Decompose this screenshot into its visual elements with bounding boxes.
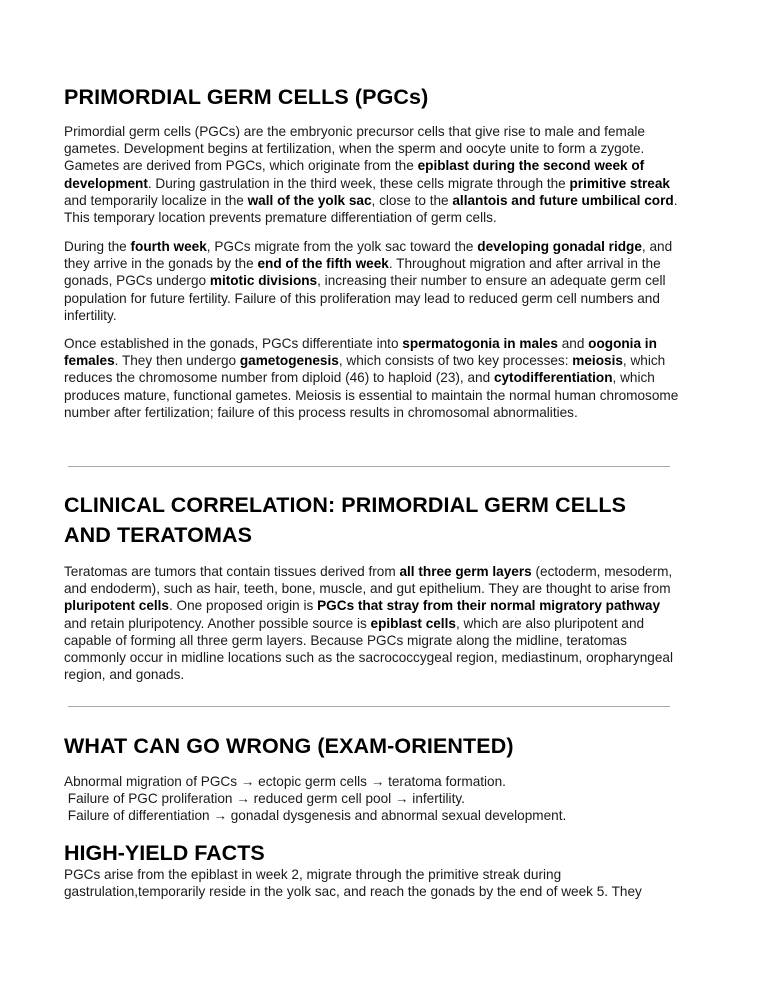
- pgc-paragraph-3: [64, 335, 684, 421]
- body-text: , which reduces the chromosome number from diploid (46) to haploid (23), and: [64, 353, 666, 386]
- body-text: , which produces mature, functional gametes. Meiosis is essential to maintain the normal human chromosome number after fertilization; failure of this process results in chromosomal abnormalities.: [64, 370, 679, 420]
- emphasis-text: gametogenesis: [239, 353, 339, 369]
- body-text: . One proposed origin is: [169, 598, 318, 614]
- body-text: . Throughout migration and after arrival in the gonads, PGCs undergo: [64, 256, 661, 289]
- section-divider: [68, 706, 670, 707]
- wrong-item: Failure of differentiation → gonadal dysgenesis and abnormal sexual development.: [64, 808, 567, 824]
- body-text: , increasing their number to ensure an adequate germ cell population for future fertility. Failure of this proliferation may lead to reduced germ cell numbers and infertility.: [64, 273, 666, 323]
- emphasis-text: wall of the yolk sac: [247, 192, 372, 208]
- body-text: (ectoderm, mesoderm, and endoderm), such as hair, teeth, bone, muscle, and gut epithelium. They are thought to arise from: [64, 564, 673, 597]
- emphasis-text: cytodifferentiation: [493, 370, 613, 386]
- emphasis-text: spermatogonia in males: [402, 336, 558, 351]
- section-title-pgc: PRIMORDIAL GERM CELLS (PGCs): [64, 85, 429, 109]
- emphasis-text: allantois and future umbilical cord: [452, 192, 674, 208]
- emphasis-text: epiblast cells: [370, 615, 456, 631]
- section-title-what-can-go-wrong: WHAT CAN GO WRONG (EXAM-ORIENTED): [64, 734, 514, 758]
- emphasis-text: end of the fifth week: [257, 256, 389, 272]
- body-text: , which consists of two key processes:: [338, 353, 573, 369]
- emphasis-text: all three germ layers: [399, 564, 532, 579]
- emphasis-text: epiblast during the second week of development: [64, 158, 645, 191]
- body-text: , which are also pluripotent and capable of forming all three germ layers. Because PGCs migrate along the midline, teratomas commonly occur in midline locations such as the sacrococcygeal region, mediastinum, oropharyngeal region, and gonads.: [64, 615, 673, 683]
- body-text: , PGCs migrate from the yolk sac toward the: [206, 239, 478, 254]
- emphasis-text: mitotic divisions: [209, 273, 318, 289]
- body-text: and retain pluripotency. Another possible source is: [64, 615, 371, 631]
- section-divider: [68, 466, 670, 467]
- body-text: . They then undergo: [114, 353, 240, 369]
- wrong-item: Abnormal migration of PGCs → ectopic germ cells → teratoma formation.: [64, 774, 506, 789]
- emphasis-text: meiosis: [572, 353, 623, 369]
- body-text: , close to the: [371, 192, 453, 208]
- body-text: and temporarily localize in the: [64, 192, 248, 208]
- section-title-high-yield: HIGH-YIELD FACTS: [64, 841, 265, 865]
- body-text: Once established in the gonads, PGCs differentiate into: [64, 336, 403, 351]
- emphasis-text: primitive streak: [569, 175, 670, 191]
- emphasis-text: PGCs that stray from their normal migratory pathway: [317, 598, 661, 614]
- body-text: Primordial germ cells (PGCs) are the embryonic precursor cells that give rise to male and female gametes. Development begins at fertilization, when the sperm and oocyte unite to form a zygote. Gametes are derived from PGCs, which originate from the: [64, 124, 645, 174]
- emphasis-text: developing gonadal ridge: [477, 239, 642, 254]
- pgc-paragraph-1: [64, 123, 684, 226]
- body-text: . During gastrulation in the third week, these cells migrate through the: [147, 175, 570, 191]
- body-text: , and they arrive in the gonads by the: [64, 239, 673, 272]
- body-text: . This temporary location prevents premature differentiation of germ cells.: [64, 192, 678, 226]
- emphasis-text: oogonia in females: [64, 336, 657, 369]
- emphasis-text: pluripotent cells: [64, 598, 169, 614]
- section-title-clinical: CLINICAL CORRELATION: PRIMORDIAL GERM CELLS AND TERATOMAS: [64, 493, 627, 547]
- pgc-paragraph-2: [64, 238, 684, 324]
- body-text: During the: [64, 239, 131, 254]
- body-text: and: [557, 336, 589, 351]
- clinical-paragraph: [64, 563, 684, 683]
- what-can-go-wrong-list: [64, 773, 684, 825]
- body-text: Teratomas are tumors that contain tissues derived from: [64, 564, 400, 579]
- emphasis-text: fourth week: [130, 239, 207, 254]
- wrong-item: Failure of PGC proliferation → reduced germ cell pool → infertility.: [64, 791, 465, 807]
- high-yield-paragraph: PGCs arise from the epiblast in week 2, migrate through the primitive streak during gastrulation,temporarily reside in the yolk sac, and reach the gonads by the end of week 5. They: [64, 867, 642, 900]
